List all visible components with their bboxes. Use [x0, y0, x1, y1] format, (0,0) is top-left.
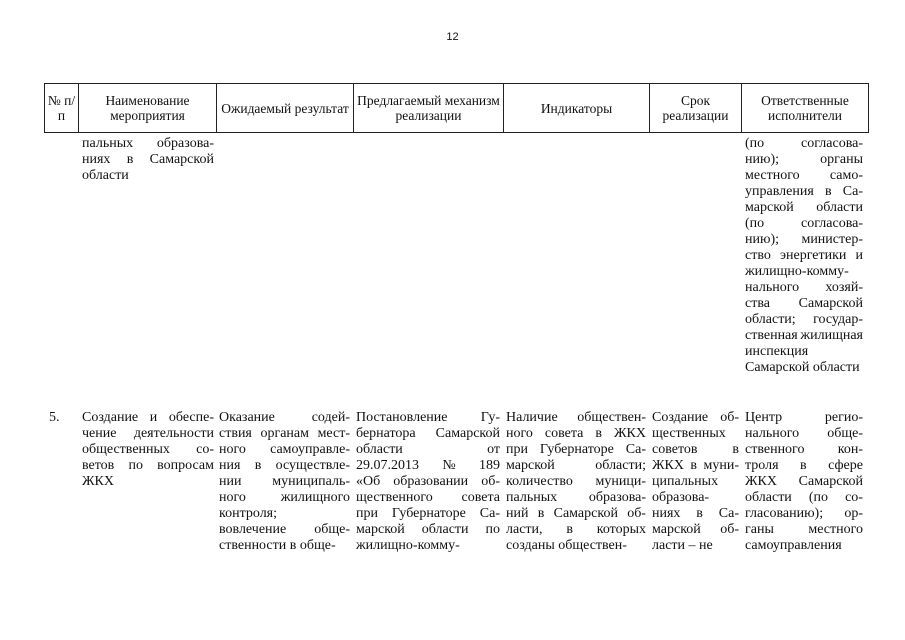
cell-line: ния в осуществле-	[219, 458, 350, 473]
cell-line: ципальных	[652, 474, 719, 489]
row5-name-cell	[82, 410, 214, 490]
continued-name-cell	[82, 136, 214, 184]
cell-line: вовлечение обще-	[219, 522, 350, 537]
cell-line: троля в сфере	[745, 458, 863, 473]
page-number: 12	[446, 31, 459, 43]
cell-line: Создание и обеспе-	[82, 410, 214, 425]
cell-line: Самарской области	[745, 360, 860, 375]
cell-line: жилищно-комму-	[356, 538, 460, 553]
cell-line: нального хозяй-	[745, 280, 863, 295]
cell-line: ного жилищного	[219, 490, 350, 505]
row5-result-cell	[219, 410, 350, 554]
cell-line: марской об-	[652, 522, 739, 537]
cell-line: ного самоуправле-	[219, 442, 350, 457]
row5-indicators-cell	[506, 410, 646, 554]
cell-line: ний в Самарской об-	[506, 506, 646, 521]
cell-line: «Об образовании об-	[356, 474, 500, 489]
cell-line: ЖКХ	[82, 474, 114, 489]
cell-line: советов в	[652, 442, 739, 457]
cell-line: ниях в Самарской	[82, 152, 214, 167]
cell-line: инспекция	[745, 344, 809, 359]
cell-line: управления в Са-	[745, 184, 863, 199]
cell-line: ственная жилищная	[745, 328, 863, 343]
cell-line: ЖКХ в муни-	[652, 458, 739, 473]
header-result: Ожидаемый результат	[221, 100, 349, 116]
cell-line: ствия органам мест-	[219, 426, 350, 441]
cell-line: ЖКХ Самарской	[745, 474, 863, 489]
cell-line: марской области	[745, 200, 863, 215]
cell-line: нию); министер-	[745, 232, 863, 247]
cell-line: ласти – не	[652, 538, 713, 553]
cell-line: марской области по	[356, 522, 500, 537]
cell-line: при Губернаторе Са-	[506, 442, 646, 457]
cell-line: пальных образова-	[506, 490, 646, 505]
header-name: Наименование мероприятия	[105, 93, 190, 123]
header-mechanism: Предлагаемый механизм реализации	[357, 93, 500, 123]
cell-line: ства Самарской	[745, 296, 863, 311]
cell-line: местного само-	[745, 168, 863, 183]
cell-line: Наличие обществен-	[506, 410, 646, 425]
continued-executors-cell	[745, 136, 863, 376]
cell-line: созданы обществен-	[506, 538, 627, 553]
cell-line: области; государ-	[745, 312, 863, 327]
cell-line: нального обще-	[745, 426, 863, 441]
cell-line: бернатора Самарской	[356, 426, 500, 441]
cell-line: нии муниципаль-	[219, 474, 350, 489]
cell-line: Создание об-	[652, 410, 739, 425]
row5-term-cell	[652, 410, 739, 554]
cell-line: области от	[356, 442, 500, 457]
header-num: № п/п	[47, 93, 76, 123]
row5-mechanism-cell	[356, 410, 500, 554]
cell-line: количество муници-	[506, 474, 646, 489]
row5-num: 5.	[49, 410, 60, 425]
header-term: Срок реализации	[662, 93, 729, 123]
column-divider	[868, 83, 869, 133]
cell-line: при Губернаторе Са-	[356, 506, 500, 521]
cell-line: ственного кон-	[745, 442, 863, 457]
cell-line: марской области;	[506, 458, 646, 473]
cell-line: щественных	[652, 426, 726, 441]
cell-line: области	[82, 168, 129, 183]
cell-line: щественного совета	[356, 490, 500, 505]
cell-line: общественных со-	[82, 442, 214, 457]
cell-line: ганы местного	[745, 522, 863, 537]
cell-line: ласти, в которых	[506, 522, 646, 537]
cell-line: Оказание содей-	[219, 410, 350, 425]
cell-line: контроля;	[219, 506, 278, 521]
cell-line: ство энергетики и	[745, 248, 863, 263]
cell-line: Центр регио-	[745, 410, 863, 425]
cell-line: ного совета в ЖКХ	[506, 426, 646, 441]
cell-line: образова-	[652, 490, 710, 505]
cell-line: жилищно-комму-	[745, 264, 849, 279]
header-bottom-border	[44, 132, 869, 133]
cell-line: 29.07.2013 № 189	[356, 458, 500, 473]
cell-line: (по согласова-	[745, 136, 863, 151]
cell-line: ветов по вопросам	[82, 458, 214, 473]
header-executors: Ответственные исполнители	[761, 93, 849, 123]
cell-line: (по согласова-	[745, 216, 863, 231]
cell-line: самоуправления	[745, 538, 842, 553]
cell-line: ниях в Са-	[652, 506, 739, 521]
cell-line: пальных образова-	[82, 136, 214, 151]
cell-line: ственности в обще-	[219, 538, 336, 553]
row5-executors-cell	[745, 410, 863, 554]
cell-line: нию); органы	[745, 152, 863, 167]
header-indicators: Индикаторы	[540, 100, 613, 116]
cell-line: Постановление Гу-	[356, 410, 500, 425]
cell-line: гласованию); ор-	[745, 506, 863, 521]
cell-line: чение деятельности	[82, 426, 214, 441]
cell-line: области (по со-	[745, 490, 863, 505]
